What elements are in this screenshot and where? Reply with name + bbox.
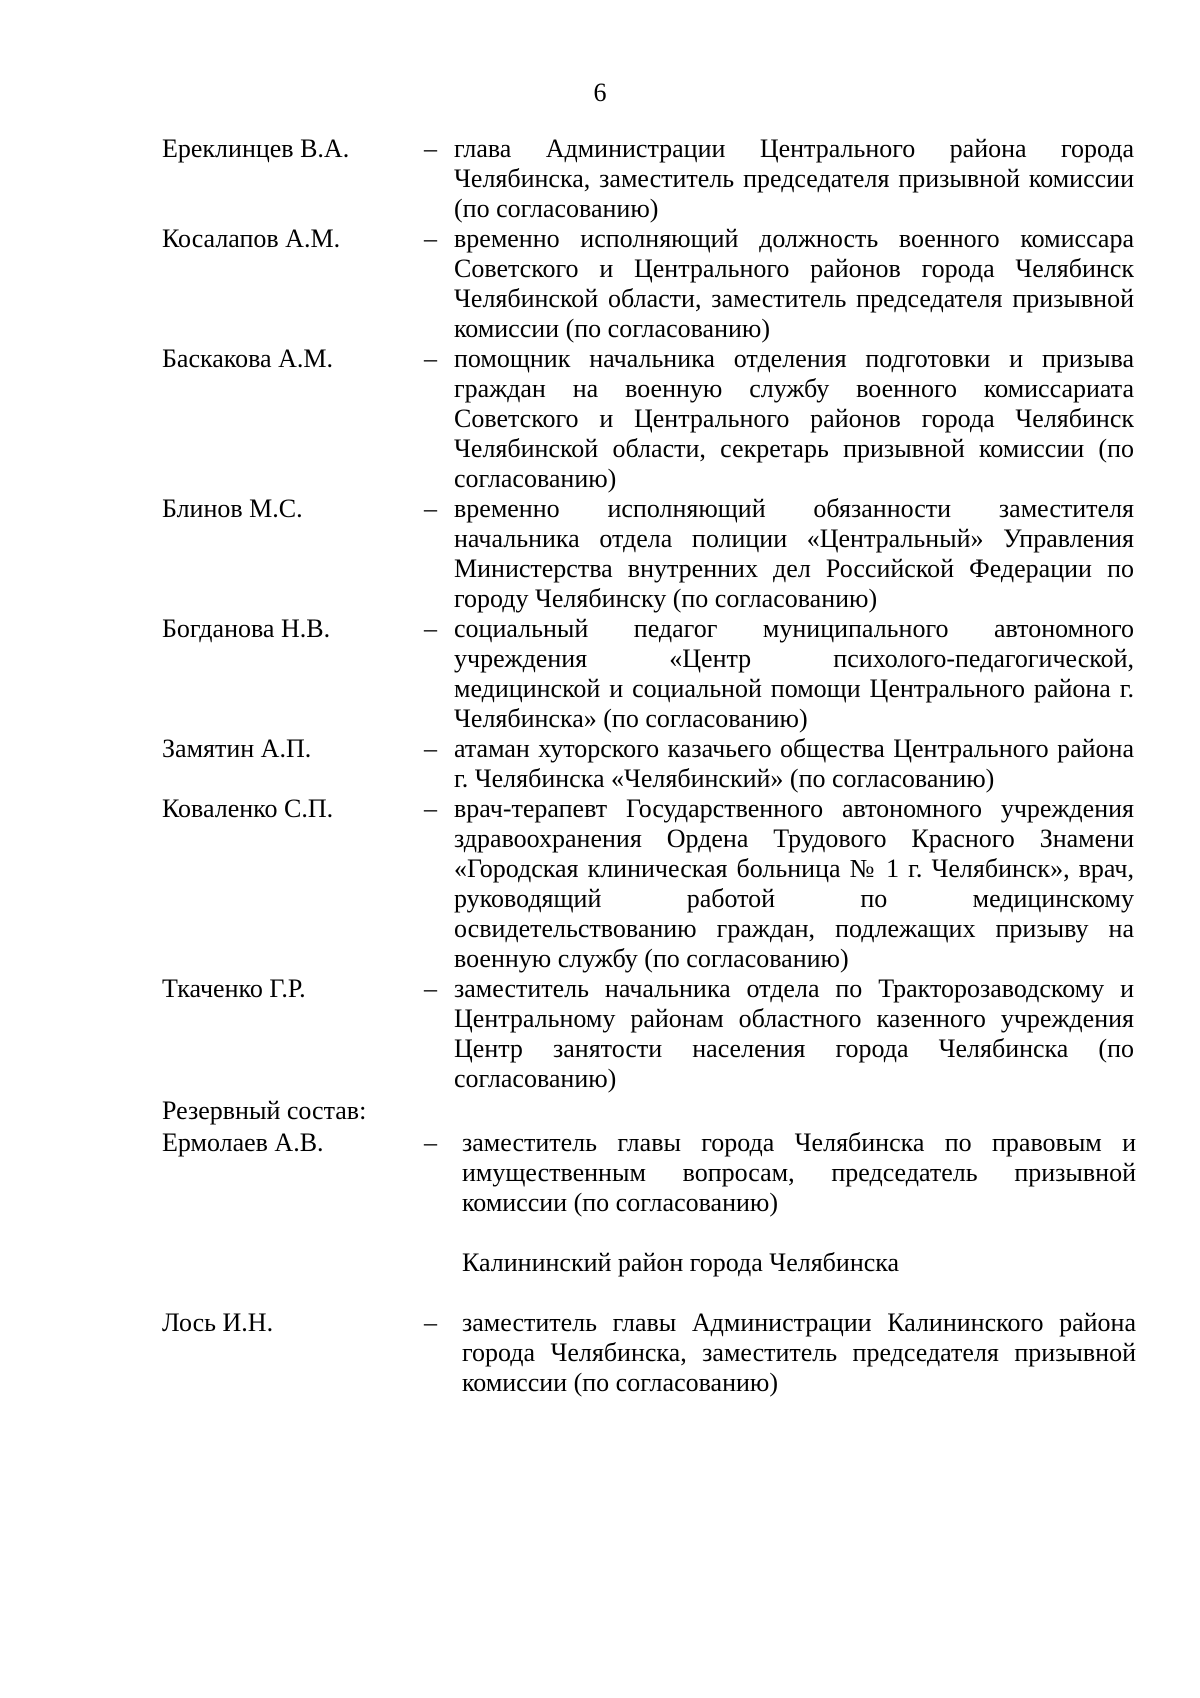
member-entry	[162, 614, 1134, 734]
dash: –	[424, 974, 437, 1003]
member-position: временно исполняющий обязанности заместителя начальника отдела полиции «Центральный» Управления Министерства внутренних дел Российской Федерации по городу Челябинску (по согласованию)	[454, 494, 1134, 613]
dash: –	[424, 1308, 437, 1337]
member-name: Ереклинцев В.А.	[162, 134, 350, 163]
member-entry	[162, 1308, 1134, 1398]
member-entry	[162, 134, 1134, 224]
dash: –	[424, 344, 437, 373]
member-position: глава Администрации Центрального района города Челябинска, заместитель председателя призывной комиссии (по согласованию)	[454, 134, 1134, 223]
member-name: Ткаченко Г.Р.	[162, 974, 306, 1003]
dash: –	[424, 614, 437, 643]
member-position: врач-терапевт Государственного автономного учреждения здравоохранения Ордена Трудового Красного Знамени «Городская клиническая больница № 1 г. Челябинск», врач, руководящий работой по медицинскому освидетельствованию граждан, подлежащих призыву на военную службу (по согласованию)	[454, 794, 1134, 973]
dash: –	[424, 734, 437, 763]
dash: –	[424, 134, 437, 163]
member-name: Богданова Н.В.	[162, 614, 331, 643]
page-number: 6	[593, 78, 607, 107]
district-heading: Калининский район города Челябинска	[462, 1248, 900, 1277]
member-entry	[162, 224, 1134, 344]
member-name: Ермолаев А.В.	[162, 1128, 324, 1157]
member-name: Замятин А.П.	[162, 734, 312, 763]
member-entry	[162, 734, 1134, 794]
member-name: Блинов М.С.	[162, 494, 303, 523]
reserve-heading: Резервный состав:	[162, 1096, 367, 1125]
member-entry	[162, 344, 1134, 494]
dash: –	[424, 224, 437, 253]
member-name: Баскакова А.М.	[162, 344, 333, 373]
member-entry	[162, 974, 1134, 1094]
member-entry	[162, 794, 1134, 974]
member-position: атаман хуторского казачьего общества Центрального района г. Челябинска «Челябинский» (по согласованию)	[454, 734, 1134, 793]
member-position: заместитель главы города Челябинска по правовым и имущественным вопросам, председатель призывной комиссии (по согласованию)	[462, 1128, 1136, 1217]
member-entry	[162, 494, 1134, 614]
commission-list	[162, 134, 1134, 1398]
member-name: Косалапов А.М.	[162, 224, 341, 253]
member-position: заместитель главы Администрации Калининского района города Челябинска, заместитель председателя призывной комиссии (по согласованию)	[462, 1308, 1136, 1397]
dash: –	[424, 794, 437, 823]
member-position: помощник начальника отделения подготовки и призыва граждан на военную службу военного комиссариата Советского и Центрального районов города Челябинск Челябинской области, секретарь призывной комиссии (по согласованию)	[454, 344, 1134, 493]
dash: –	[424, 1128, 437, 1157]
member-position: временно исполняющий должность военного комиссара Советского и Центрального районов города Челябинск Челябинской области, заместитель председателя призывной комиссии (по согласованию)	[454, 224, 1134, 343]
reserve-member-entry	[162, 1128, 1134, 1218]
member-name: Лось И.Н.	[162, 1308, 274, 1337]
dash: –	[424, 494, 437, 523]
member-name: Коваленко С.П.	[162, 794, 334, 823]
member-position: заместитель начальника отдела по Тракторозаводскому и Центральному районам областного казенного учреждения Центр занятости населения города Челябинска (по согласованию)	[454, 974, 1134, 1093]
member-position: социальный педагог муниципального автономного учреждения «Центр психолого-педагогической, медицинской и социальной помощи Центрального района г. Челябинска» (по согласованию)	[454, 614, 1134, 733]
